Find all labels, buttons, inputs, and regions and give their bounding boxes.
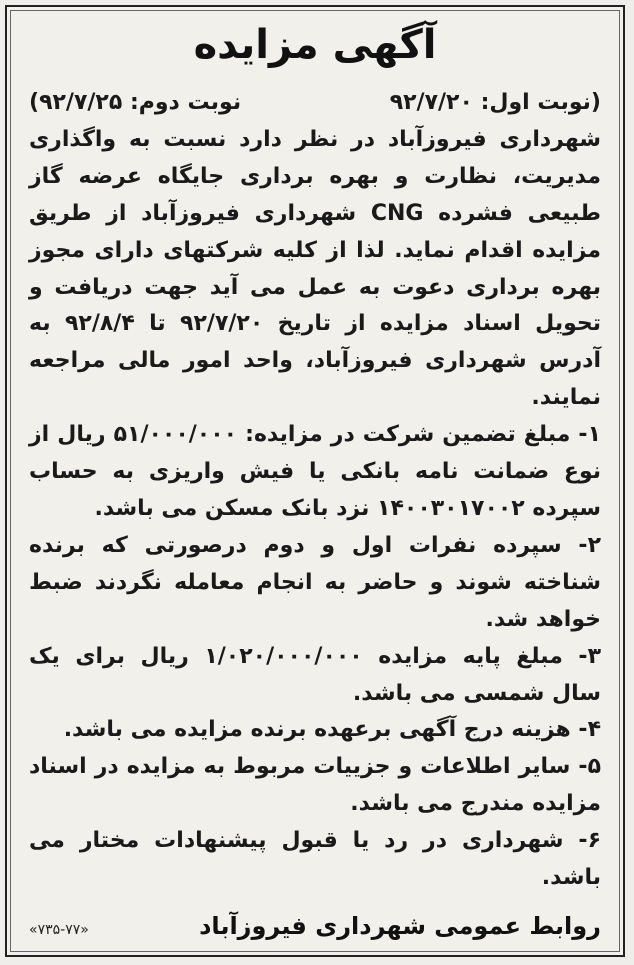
publisher-name: روابط عمومی شهرداری فیروزآباد bbox=[199, 912, 601, 940]
second-turn: نوبت دوم: ۹۲/۷/۲۵) bbox=[29, 90, 242, 115]
notice-frame bbox=[5, 5, 625, 957]
notice-footer bbox=[29, 912, 601, 940]
item-3: ۳- مبلغ پایه مزایده ۱/۰۲۰/۰۰۰/۰۰۰ ریال برای یک سال شمسی می باشد. bbox=[29, 643, 601, 706]
notice-code: «۷۳۵-۷۷» bbox=[29, 922, 89, 938]
notice-body bbox=[29, 85, 601, 897]
intro-paragraph: شهرداری فیروزآباد در نظر دارد نسبت به واگذاری مدیریت، نظارت و بهره برداری جایگاه عرضه گاز طبیعی فشرده CNG شهرداری فیروزآباد از طریق مزایده اقدام نماید. لذا از کلیه شرکتهای دارای مجوز بهره برداری دعوت به عمل می آید جهت دریافت و تحویل اسناد مزایده از تاریخ ۹۲/۷/۲۰ تا ۹۲/۸/۴ به آدرس شهرداری فیروزآباد، واحد امور مالی مراجعه نمایند. bbox=[29, 126, 601, 411]
notice-title: آگهی مزایده bbox=[193, 22, 437, 68]
item-6: ۶- شهرداری در رد یا قبول پیشنهادات مختار می باشد. bbox=[29, 828, 601, 891]
item-1: ۱- مبلغ تضمین شرکت در مزایده: ۵۱/۰۰۰/۰۰۰ ریال از نوع ضمانت نامه بانکی یا فیش واریزی به حساب سپرده ۱۴۰۰۳۰۱۷۰۰۲ نزد بانک مسکن می باشد. bbox=[29, 422, 601, 521]
first-turn: (نوبت اول: ۹۲/۷/۲۰ bbox=[389, 90, 601, 115]
item-4: ۴- هزینه درج آگهی برعهده برنده مزایده می باشد. bbox=[63, 717, 601, 743]
publication-turns bbox=[29, 85, 601, 122]
item-2: ۲- سپرده نفرات اول و دوم درصورتی که برنده شناخته شوند و حاضر به انجام معامله نگردند ضبط خواهد شد. bbox=[29, 532, 601, 632]
item-5: ۵- سایر اطلاعات و جزییات مربوط به مزایده در اسناد مزایده مندرج می باشد. bbox=[29, 754, 601, 817]
